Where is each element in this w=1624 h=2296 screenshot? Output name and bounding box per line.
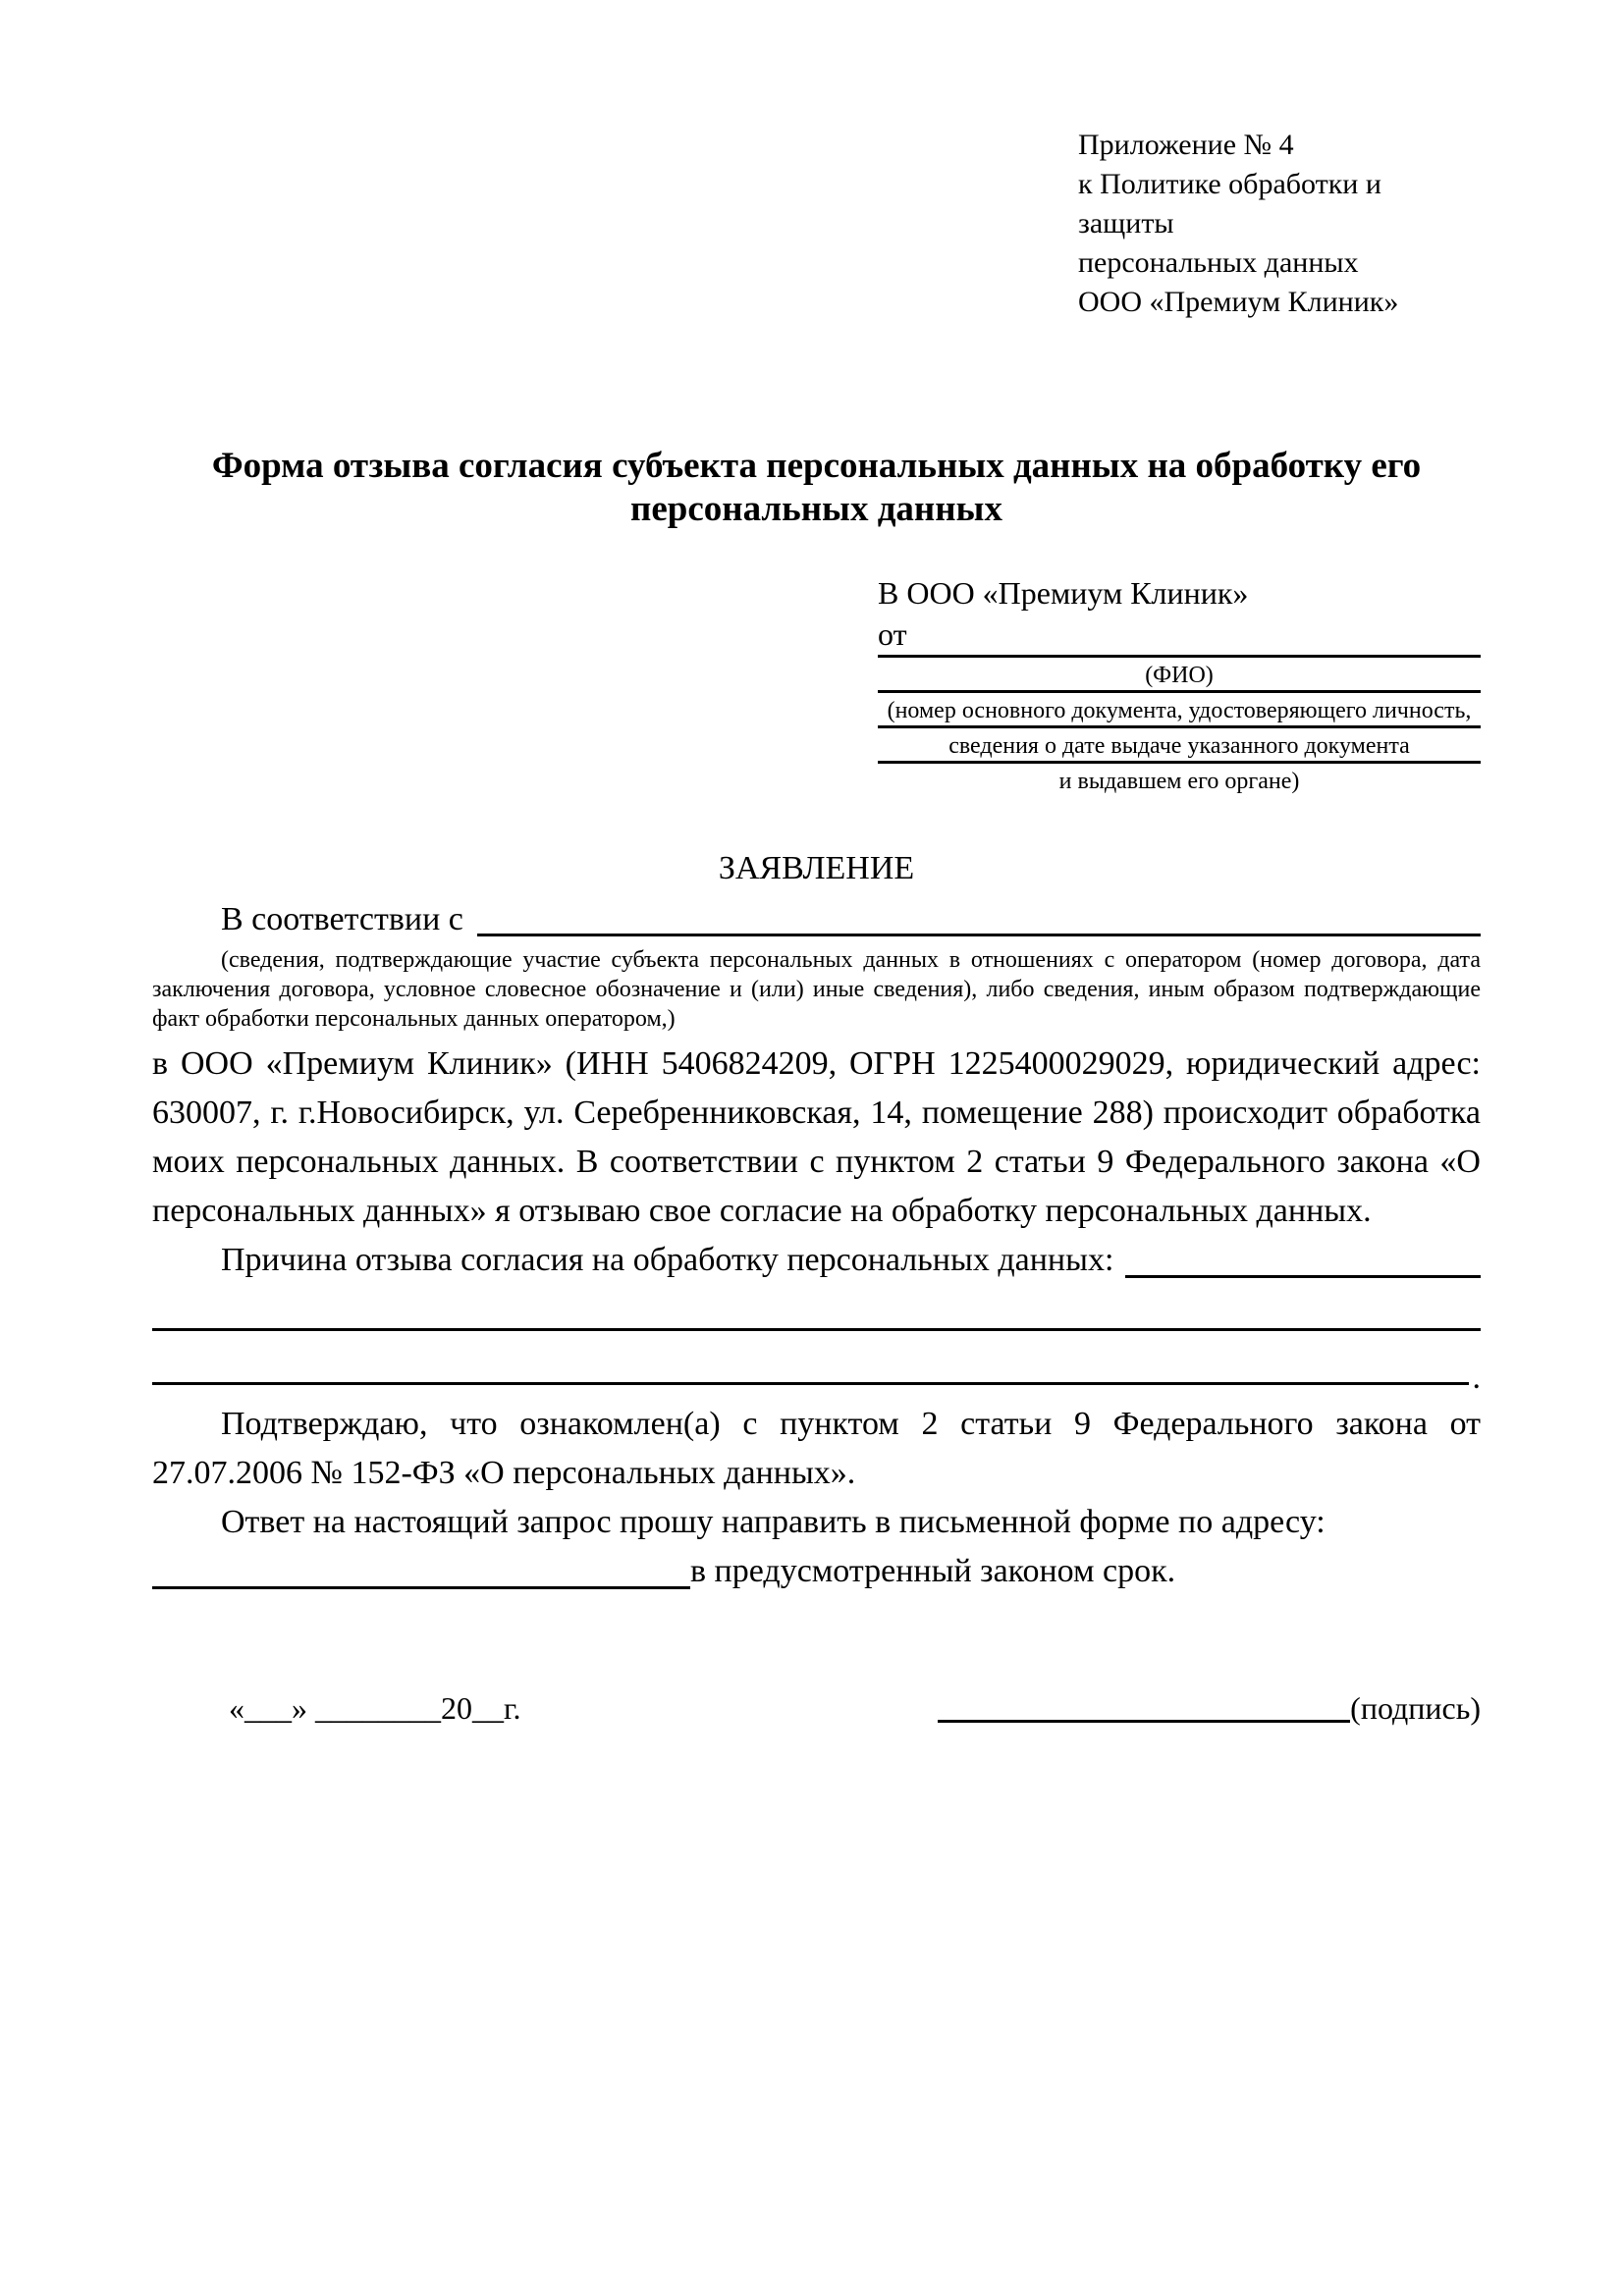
intro-row — [152, 896, 1481, 943]
fio-blank-line — [878, 655, 1481, 658]
document-number-field-label: (номер основного документа, удостоверяющего личность, — [887, 698, 1472, 723]
appendix-line: Приложение № 4 — [1078, 129, 1294, 161]
issue-date-blank-line — [878, 725, 1481, 728]
date-blank-line: «___» ________20__г. — [229, 1690, 521, 1726]
reason-label: Причина отзыва согласия на обработку персональных данных: — [221, 1242, 1114, 1278]
reply-paragraph: Ответ на настоящий запрос прошу направить в письменной форме по адресу: — [221, 1504, 1326, 1540]
intro-label: В соответствии с — [221, 901, 463, 937]
page-title: Форма отзыва согласия субъекта персональных данных на обработку его персональных данных — [211, 446, 1422, 529]
signature-cell — [938, 1686, 1481, 1730]
statement-body-paragraph: в ООО «Премиум Клиник» (ИНН 5406824209, ОГРН 1225400029029, юридический адрес: 630007, г. г.Новосибирск, ул. Серебренниковская, 14, помещение 288) происходит обработка моих персональных данных. В соответствии с пунктом 2 статьи 9 Федерального закона «О персональных данных» я отзываю свое согласие на обработку персональных данных. — [152, 1045, 1481, 1229]
reason-blank-line-2 — [152, 1328, 1481, 1331]
document-number-blank-line — [878, 690, 1481, 693]
reason-blank-line — [1125, 1275, 1481, 1278]
reason-row — [152, 1236, 1481, 1285]
appendix-block — [1078, 126, 1481, 322]
appendix-line: ООО «Премиум Клиник» — [1078, 286, 1399, 318]
appendix-line: персональных данных — [1078, 246, 1359, 279]
intro-blank-line — [477, 934, 1481, 936]
reply-address-blank-line — [152, 1586, 690, 1589]
reply-address-row — [152, 1547, 1481, 1596]
intro-footnote: (сведения, подтверждающие участие субъекта персональных данных в отношениях с оператором (номер договора, дата заключения договора, условное словесное обозначение и (или) иные сведения), либо сведения, иным образом подтверждающие факт обработки персональных данных оператором,) — [152, 947, 1481, 1032]
reason-blank-line-3 — [152, 1382, 1469, 1385]
addressee-to: В ООО «Премиум Клиник» — [878, 575, 1249, 611]
issue-date-field-label: сведения о дате выдаче указанного документа — [948, 733, 1410, 759]
addressee-block — [878, 572, 1481, 796]
appendix-line: к Политике обработки и защиты — [1078, 168, 1381, 240]
signature-blank-line — [938, 1720, 1350, 1723]
reason-blank-row-3 — [152, 1360, 1481, 1396]
signature-label: (подпись) — [1350, 1690, 1481, 1726]
addressee-from-label: от — [878, 616, 907, 652]
confirmation-paragraph: Подтверждаю, что ознакомлен(а) с пунктом 2 статьи 9 Федерального закона от 27.07.2006 № 152-ФЗ «О персональных данных». — [152, 1406, 1481, 1491]
issuing-authority-blank-line — [878, 761, 1481, 764]
reply-tail-text: в предусмотренный законом срок. — [690, 1553, 1176, 1589]
statement-heading: ЗАЯВЛЕНИЕ — [718, 850, 915, 886]
issuing-authority-field-label: и выдавшем его органе) — [1058, 769, 1300, 794]
fio-field-label: (ФИО) — [1145, 663, 1214, 688]
footer-row — [152, 1686, 1481, 1730]
blank-line-period: . — [1472, 1360, 1481, 1396]
